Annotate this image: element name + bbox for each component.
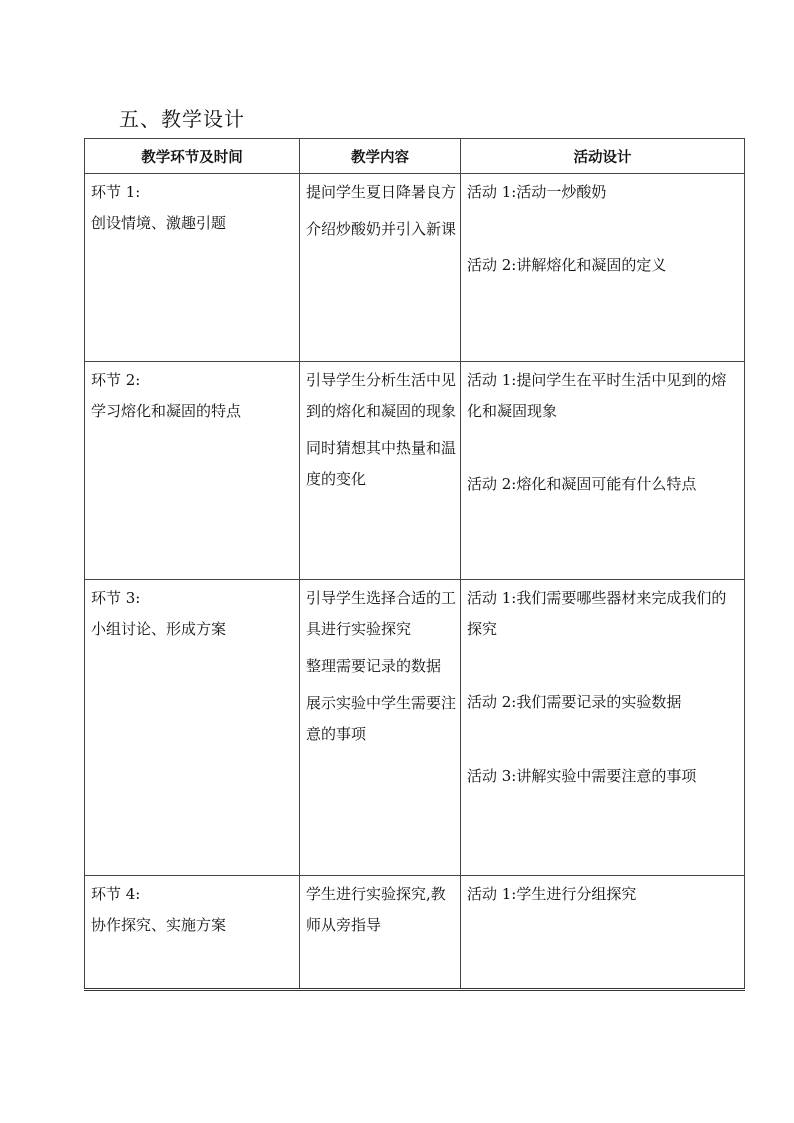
- stage-name: 学习熔化和凝固的特点: [91, 402, 242, 420]
- content-item: 引导学生分析生活中见到的熔化和凝固的现象: [306, 371, 457, 420]
- activity-item: 活动 2:讲解熔化和凝固的定义: [467, 256, 667, 274]
- activity-item: 活动 2:熔化和凝固可能有什么特点: [467, 475, 697, 493]
- stage-number: 环节 2:: [91, 371, 141, 389]
- content-cell: [300, 580, 461, 876]
- content-item: 学生进行实验探究,教师从旁指导: [306, 885, 446, 934]
- activity-cell: [461, 580, 745, 876]
- table-row: [85, 876, 745, 990]
- activity-cell: [461, 174, 745, 362]
- stage-number: 环节 3:: [91, 589, 141, 607]
- header-activity: 活动设计: [461, 139, 745, 174]
- activity-cell: [461, 876, 745, 990]
- content-item: 整理需要记录的数据: [306, 657, 442, 675]
- stage-cell: [85, 362, 300, 580]
- activity-item: 活动 3:讲解实验中需要注意的事项: [467, 767, 697, 785]
- section-title: 五、教学设计: [119, 107, 245, 131]
- activity-item: 活动 1:活动一炒酸奶: [467, 183, 607, 201]
- stage-name: 小组讨论、形成方案: [91, 620, 227, 638]
- content-item: 引导学生选择合适的工具进行实验探究: [306, 589, 457, 638]
- content-cell: [300, 362, 461, 580]
- teaching-design-table: [84, 138, 745, 991]
- content-cell: [300, 174, 461, 362]
- activity-item: 活动 1:学生进行分组探究: [467, 885, 637, 903]
- activity-item: 活动 1:提问学生在平时生活中见到的熔化和凝固现象: [467, 371, 727, 420]
- table-row: [85, 362, 745, 580]
- stage-cell: [85, 580, 300, 876]
- activity-item: 活动 2:我们需要记录的实验数据: [467, 693, 682, 711]
- content-item: 同时猜想其中热量和温度的变化: [306, 439, 457, 488]
- table-row: [85, 580, 745, 876]
- header-content: 教学内容: [300, 139, 461, 174]
- table-header-row: [85, 139, 745, 174]
- activity-item: 活动 1:我们需要哪些器材来完成我们的探究: [467, 589, 727, 638]
- stage-name: 创设情境、激趣引题: [91, 214, 227, 232]
- stage-number: 环节 4:: [91, 885, 141, 903]
- header-stage-time: 教学环节及时间: [85, 139, 300, 174]
- content-cell: [300, 876, 461, 990]
- activity-cell: [461, 362, 745, 580]
- content-item: 展示实验中学生需要注意的事项: [306, 694, 457, 743]
- stage-cell: [85, 876, 300, 990]
- content-item: 提问学生夏日降暑良方: [306, 183, 457, 201]
- table-row: [85, 174, 745, 362]
- stage-number: 环节 1:: [91, 183, 141, 201]
- stage-name: 协作探究、实施方案: [91, 916, 227, 934]
- content-item: 介绍炒酸奶并引入新课: [306, 220, 457, 238]
- stage-cell: [85, 174, 300, 362]
